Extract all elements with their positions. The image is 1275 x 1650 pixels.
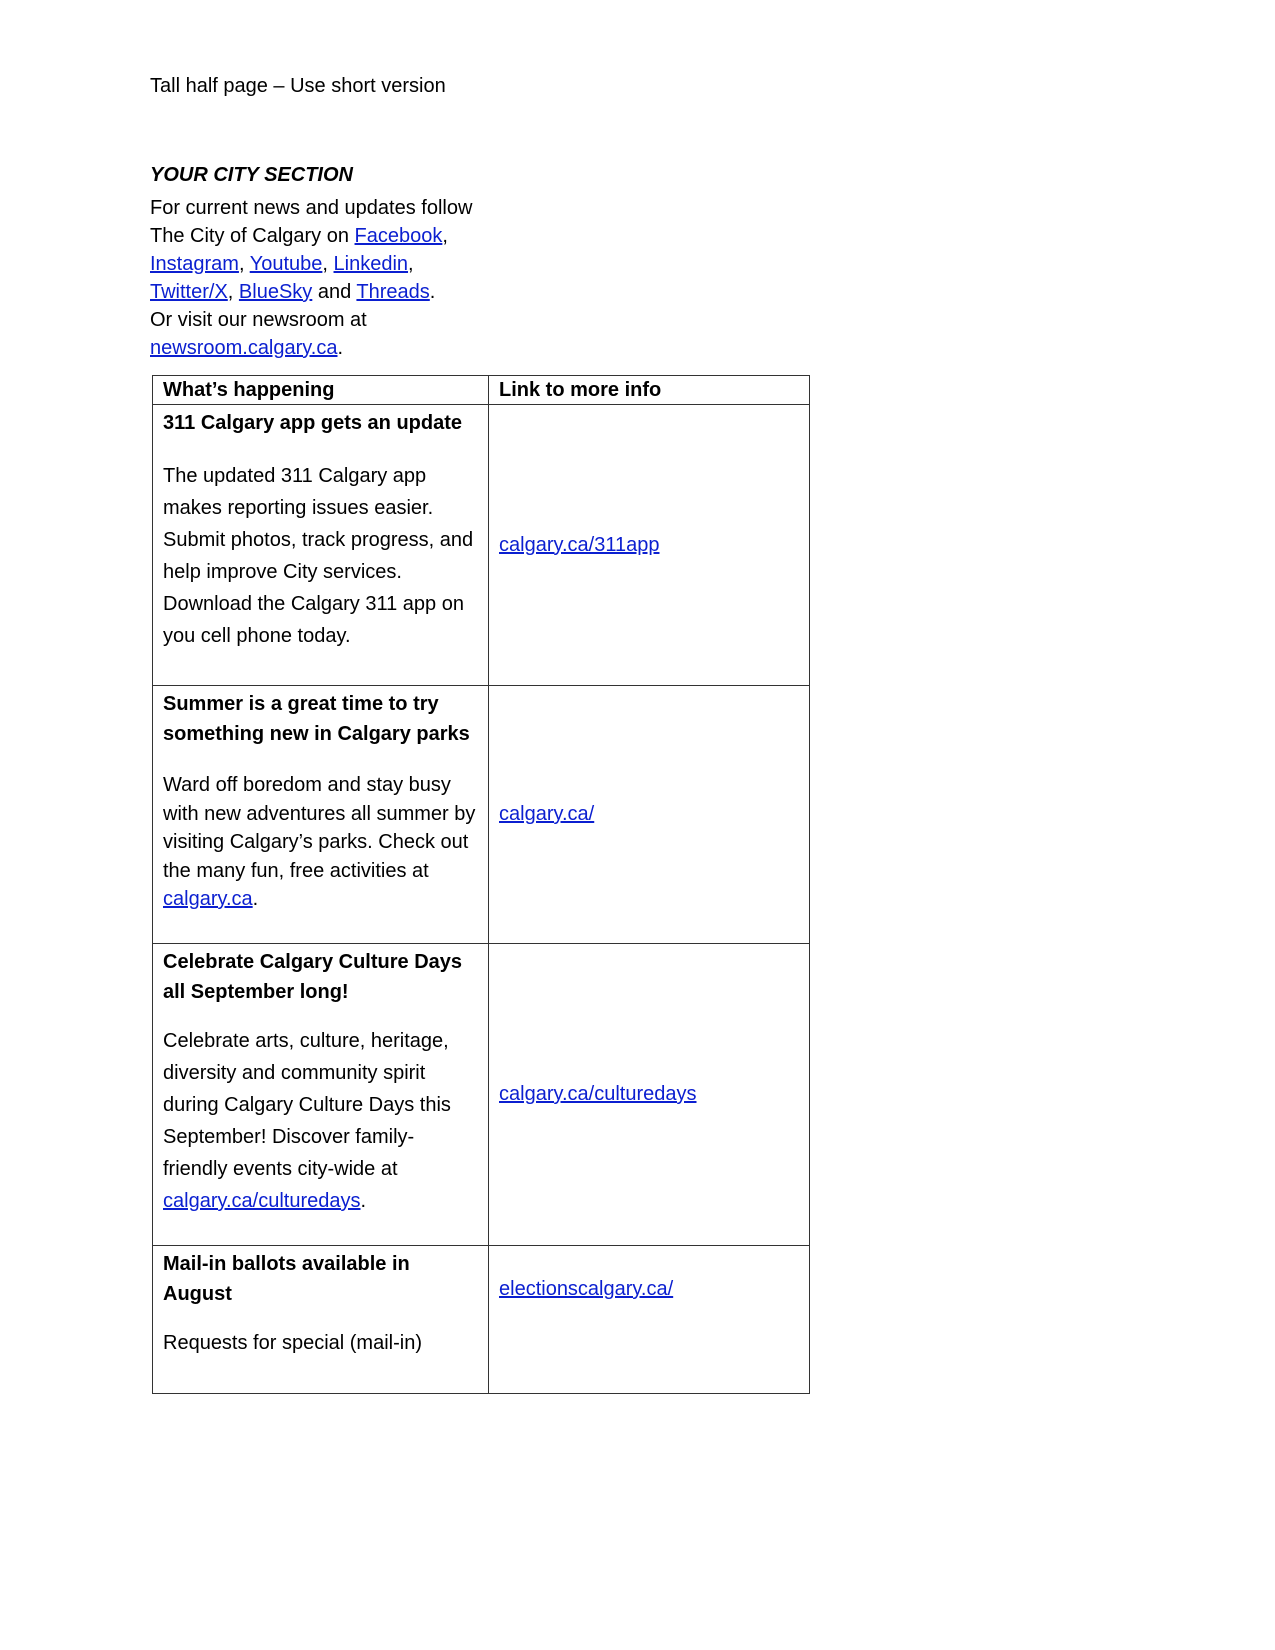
- event-body: [163, 1025, 478, 1217]
- header-whats-happening: What’s happening: [153, 376, 489, 405]
- event-cell: [153, 1246, 489, 1394]
- event-body-text: Ward off boredom and stay busy with new adventures all summer by visiting Calgary’s parks. Check out the many fun, free activities at: [163, 774, 476, 882]
- info-table: [152, 375, 810, 1394]
- instagram-link[interactable]: Instagram: [150, 253, 239, 275]
- facebook-link[interactable]: Facebook: [354, 225, 443, 247]
- table-header-row: [153, 376, 810, 405]
- link-cell: [489, 686, 810, 944]
- period: .: [429, 281, 436, 303]
- event-cell: [153, 686, 489, 944]
- twitter-link[interactable]: Twitter/X: [150, 281, 228, 303]
- event-body-text: Celebrate arts, culture, heritage, diversity and community spirit during Calgary Culture Days this September! Discover family-friendly events city-wide at: [163, 1030, 451, 1180]
- link-cell: [489, 405, 810, 686]
- header-link-more-info: Link to more info: [489, 376, 810, 405]
- intro-line-1: For current news and updates follow: [150, 197, 473, 219]
- threads-link[interactable]: Threads: [356, 281, 430, 303]
- inline-link[interactable]: calgary.ca/culturedays: [163, 1190, 361, 1212]
- comma: ,: [442, 225, 448, 247]
- linkedin-link[interactable]: Linkedin: [333, 253, 409, 275]
- newsroom-link[interactable]: newsroom.calgary.ca: [150, 337, 338, 359]
- youtube-link[interactable]: Youtube: [249, 253, 323, 275]
- event-cell: [153, 405, 489, 686]
- more-info-link[interactable]: calgary.ca/culturedays: [499, 1083, 697, 1105]
- event-title: Celebrate Calgary Culture Days all September long!: [163, 951, 463, 1003]
- visit-text: Or visit our newsroom at: [150, 309, 367, 331]
- table-row: [153, 686, 810, 944]
- intro-paragraph: [150, 194, 510, 362]
- event-title: Mail-in ballots available in August: [163, 1253, 410, 1305]
- comma: ,: [322, 253, 328, 275]
- table-row: [153, 405, 810, 686]
- event-body: The updated 311 Calgary app makes reporting issues easier. Submit photos, track progress, and help improve City services. Download the Calgary 311 app on you cell phone today.: [163, 465, 474, 647]
- comma: ,: [238, 253, 245, 275]
- more-info-link[interactable]: electionscalgary.ca/: [499, 1278, 674, 1300]
- link-cell: [489, 1246, 810, 1394]
- and-text: and: [312, 281, 357, 303]
- period: .: [252, 888, 259, 910]
- section-title: YOUR CITY SECTION: [150, 164, 353, 186]
- period: .: [337, 337, 344, 359]
- event-title: Summer is a great time to try something new in Calgary parks: [163, 693, 470, 745]
- table-row: [153, 944, 810, 1246]
- more-info-link[interactable]: calgary.ca/: [499, 803, 595, 825]
- event-title: 311 Calgary app gets an update: [163, 412, 462, 434]
- comma: ,: [408, 253, 414, 275]
- event-body: [163, 771, 478, 914]
- bluesky-link[interactable]: BlueSky: [238, 281, 313, 303]
- intro-line-2-prefix: The City of Calgary on: [150, 225, 355, 247]
- period: .: [360, 1190, 367, 1212]
- event-body: Requests for special (mail-in): [163, 1332, 422, 1354]
- event-cell: [153, 944, 489, 1246]
- page-note: Tall half page – Use short version: [150, 75, 446, 97]
- more-info-link[interactable]: calgary.ca/311app: [499, 533, 660, 556]
- inline-link[interactable]: calgary.ca: [163, 888, 253, 910]
- comma: ,: [227, 281, 234, 303]
- table-row: [153, 1246, 810, 1394]
- link-cell: [489, 944, 810, 1246]
